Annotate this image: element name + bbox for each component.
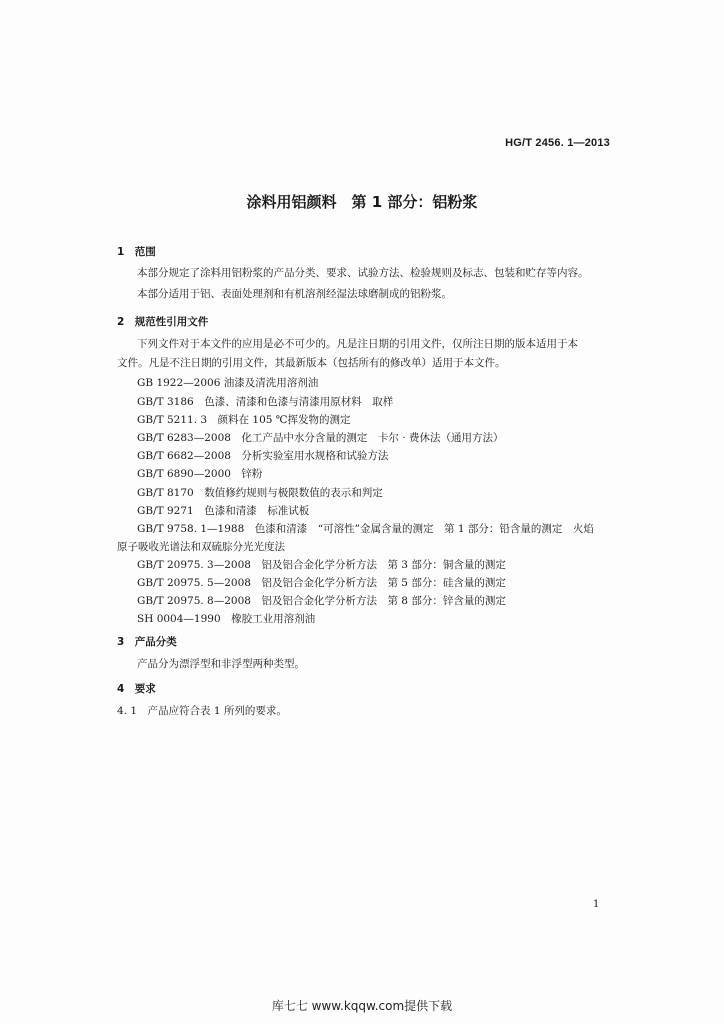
reference-item: GB/T 8170 数值修约规则与极限数值的表示和判定	[137, 487, 383, 499]
reference-item: GB/T 20975. 8—2008 铝及铝合金化学分析方法 第 8 部分：锌含量的测定	[137, 595, 506, 607]
reference-item: GB/T 6283—2008 化工产品中水分含量的测定 卡尔 · 费休法（通用方法）	[137, 432, 504, 444]
reference-item: GB/T 5211. 3 颜料在 105 ℃挥发物的测定	[137, 414, 351, 426]
reference-item: GB/T 3186 色漆、清漆和色漆与清漆用原材料 取样	[137, 396, 394, 408]
footer-watermark: 库七七 www.kqqw.com提供下载	[271, 999, 453, 1013]
standard-number: HG/T 2456. 1—2013	[505, 137, 610, 149]
reference-item-continuation: 原子吸收光谱法和双硫腙分光光度法	[117, 541, 285, 553]
paragraph: 产品分为漂浮型和非浮型两种类型。	[137, 658, 305, 670]
paragraph: 本部分适用于铝、表面处理剂和有机溶剂经湿法球磨制成的铝粉浆。	[137, 288, 452, 300]
paragraph: 4. 1 产品应符合表 1 所列的要求。	[117, 705, 287, 717]
section-heading-requirements: 4 要求	[117, 683, 156, 695]
section-heading-classification: 3 产品分类	[117, 636, 177, 648]
reference-item: GB/T 6890—2000 锌粉	[137, 468, 263, 480]
reference-item: GB/T 6682—2008 分析实验室用水规格和试验方法	[137, 450, 389, 462]
reference-item: GB/T 9758. 1—1988 色漆和清漆 “可溶性”金属含量的测定 第 1 部分：铅含量的测定 火焰	[137, 523, 594, 535]
document-title: 涂料用铝颜料 第 1 部分：铝粉浆	[246, 193, 478, 211]
paragraph: 本部分规定了涂料用铝粉浆的产品分类、要求、试验方法、检验规则及标志、包装和贮存等内容。	[137, 267, 589, 279]
reference-item: GB 1922—2006 油漆及清洗用溶剂油	[137, 377, 319, 389]
reference-item: GB/T 9271 色漆和清漆 标准试板	[137, 505, 310, 517]
section-heading-normative-references: 2 规范性引用文件	[117, 316, 209, 328]
reference-item: GB/T 20975. 5—2008 铝及铝合金化学分析方法 第 5 部分：硅含量的测定	[137, 577, 506, 589]
paragraph: 文件。凡是不注日期的引用文件，其最新版本（包括所有的修改单）适用于本文件。	[117, 357, 506, 369]
paragraph: 下列文件对于本文件的应用是必不可少的。凡是注日期的引用文件，仅所注日期的版本适用于本	[137, 338, 578, 350]
page-number: 1	[593, 899, 600, 910]
reference-item: GB/T 20975. 3—2008 铝及铝合金化学分析方法 第 3 部分：铜含量的测定	[137, 559, 506, 571]
reference-item: SH 0004—1990 橡胶工业用溶剂油	[137, 613, 316, 625]
section-heading-scope: 1 范围	[117, 246, 156, 258]
